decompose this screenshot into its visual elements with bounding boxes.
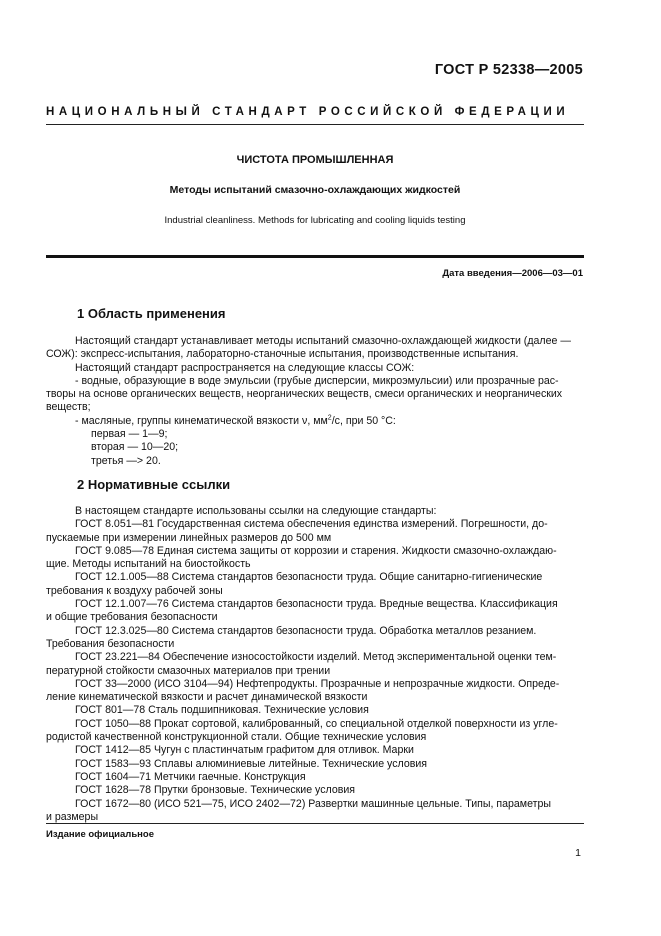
- text-line: Настоящий стандарт устанавливает методы испытаний смазочно-охлаждающей жидкости (далее —: [75, 335, 571, 347]
- official-edition-label: Издание официальное: [46, 829, 154, 840]
- text-line: ГОСТ 1672—80 (ИСО 521—75, ИСО 2402—72) Развертки машинные цельные. Типы, параметры: [75, 797, 551, 810]
- group-item: третья —> 20.: [91, 454, 161, 467]
- section-1-heading: 1 Область применения: [77, 306, 226, 321]
- document-title: ЧИСТОТА ПРОМЫШЛЕННАЯ: [236, 154, 394, 166]
- document-subtitle: Методы испытаний смазочно-охлаждающих жидкостей: [169, 184, 461, 196]
- document-title-english: Industrial cleanliness. Methods for lubricating and cooling liquids testing: [164, 215, 466, 226]
- text-line: и размеры: [46, 810, 99, 823]
- viscosity-text: - масляные, группы кинематической вязкости ν, мм: [75, 414, 328, 427]
- text-line: Требования безопасности: [46, 637, 175, 650]
- text-line: ГОСТ 801—78 Сталь подшипниковая. Технические условия: [75, 704, 369, 717]
- text-line: веществ;: [46, 401, 91, 414]
- viscosity-superscript: 2: [327, 414, 332, 422]
- text-line: ГОСТ 33—2000 (ИСО 3104—94) Нефтепродукты. Прозрачные и непрозрачные жидкости. Опреде-: [75, 677, 560, 690]
- footer-rule: [46, 823, 584, 824]
- text-line: пературной стойкости смазочных материалов при трении: [46, 664, 331, 677]
- text-line: творы на основе органических веществ, неорганических веществ, смеси органических и неорганических: [46, 388, 563, 401]
- text-line: требования к воздуху рабочей зоны: [46, 584, 223, 597]
- text-line: ГОСТ 1412—85 Чугун с пластинчатым графитом для отливок. Марки: [75, 744, 414, 757]
- text-line: В настоящем стандарте использованы ссылки на следующие стандарты:: [75, 505, 437, 517]
- section-1-body: [46, 335, 583, 468]
- text-line: СОЖ): экспресс-испытания, лабораторно-станочные испытания, производственные испытания.: [46, 348, 519, 361]
- section-2-body: [46, 505, 583, 824]
- introduction-date: Дата введения—2006—03—01: [442, 268, 583, 279]
- section-1-lines: [46, 335, 583, 415]
- viscosity-text-end: /с, при 50 °С:: [331, 414, 396, 427]
- text-line: ГОСТ 1583—93 Сплавы алюминиевые литейные. Технические условия: [75, 757, 427, 770]
- text-line: ГОСТ 12.1.005—88 Система стандартов безопасности труда. Общие санитарно-гигиенические: [75, 571, 543, 584]
- section-2-heading: 2 Нормативные ссылки: [77, 477, 231, 492]
- text-line: ГОСТ 12.3.025—80 Система стандартов безопасности труда. Обработка металлов резанием.: [75, 624, 537, 637]
- text-line: пускаемые при измерении линейных размеров до 500 мм: [46, 531, 332, 544]
- text-line: ГОСТ 1628—78 Прутки бронзовые. Технические условия: [75, 784, 356, 797]
- gost-code: ГОСТ Р 52338—2005: [434, 62, 583, 78]
- text-line: родистой качественной конструкционной стали. Общие технические условия: [46, 731, 427, 744]
- national-standard-banner: НАЦИОНАЛЬНЫЙ СТАНДАРТ РОССИЙСКОЙ ФЕДЕРАЦИИ: [46, 106, 570, 118]
- text-line: ГОСТ 12.1.007—76 Система стандартов безопасности труда. Вредные вещества. Классификация: [75, 598, 558, 611]
- title-rule: [46, 255, 584, 258]
- text-line: - водные, образующие в воде эмульсии (грубые дисперсии, микроэмульсии) или прозрачные рас-: [75, 374, 559, 387]
- text-line: ГОСТ 9.085—78 Единая система защиты от коррозии и старения. Жидкости смазочно-охлаждаю-: [75, 544, 557, 557]
- text-line: ление кинематической вязкости и расчет динамической вязкости: [46, 691, 368, 704]
- section-2-lines: [46, 505, 583, 824]
- text-line: щие. Методы испытаний на биостойкость: [46, 558, 251, 571]
- text-line: Настоящий стандарт распространяется на следующие классы СОЖ:: [75, 361, 415, 374]
- page-number: 1: [575, 847, 581, 859]
- group-item: вторая — 10—20;: [91, 441, 179, 454]
- text-line: и общие требования безопасности: [46, 611, 218, 624]
- viscosity-line: [75, 415, 583, 428]
- group-item: первая — 1—9;: [91, 428, 168, 441]
- text-line: ГОСТ 23.221—84 Обеспечение износостойкости изделий. Метод экспериментальной оценки тем-: [75, 651, 557, 664]
- viscosity-groups: [75, 428, 583, 468]
- text-line: ГОСТ 1604—71 Метчики гаечные. Конструкция: [75, 770, 306, 783]
- header-rule: [46, 124, 584, 125]
- text-line: ГОСТ 1050—88 Прокат сортовой, калиброванный, со специальной отделкой поверхности из угле-: [75, 717, 558, 730]
- text-line: ГОСТ 8.051—81 Государственная система обеспечения единства измерений. Погрешности, до-: [75, 518, 548, 531]
